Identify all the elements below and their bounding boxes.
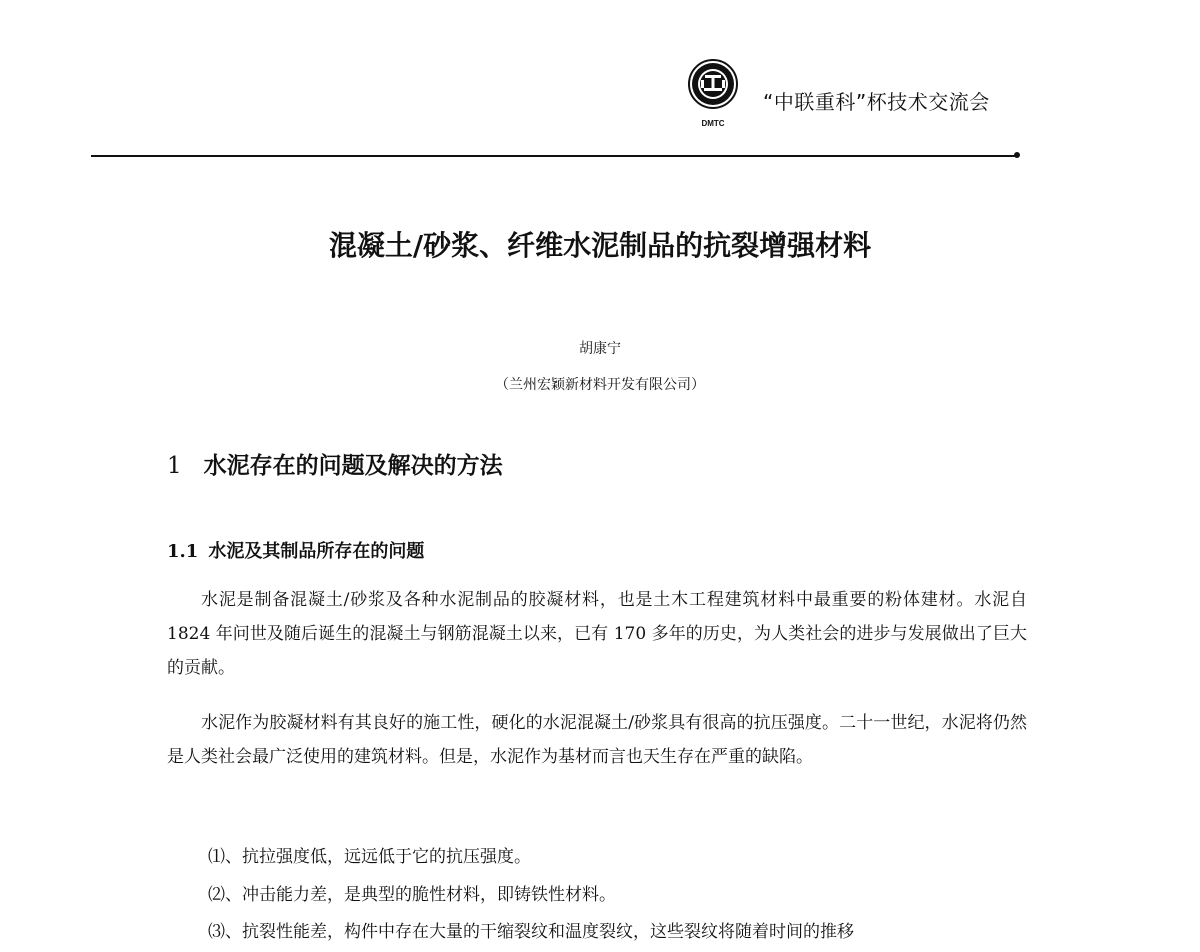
body-paragraph-1 — [167, 583, 1027, 685]
header-divider-end-dot — [1014, 152, 1020, 158]
header-divider — [91, 155, 1019, 157]
body-paragraph-2 — [167, 706, 1027, 774]
author-affiliation: （兰州宏颖新材料开发有限公司） — [495, 377, 705, 393]
logo-caption: DMTC — [701, 119, 725, 128]
section-title: 水泥存在的问题及解决的方法 — [203, 453, 503, 479]
dmtc-logo — [684, 58, 742, 130]
author-name: 胡康宁 — [579, 341, 621, 357]
paper-title: 混凝土/砂浆、纤维水泥制品的抗裂增强材料 — [328, 229, 872, 262]
list-item-2: ⑵、冲击能力差，是典型的脆性材料，即铸铁性材料。 — [208, 885, 616, 905]
conference-title: “中联重科”杯技术交流会 — [763, 90, 990, 114]
subsection-title: 水泥及其制品所存在的问题 — [208, 541, 425, 562]
subsection-heading — [167, 537, 424, 563]
section-heading — [167, 447, 503, 480]
section-number: 1 — [167, 453, 182, 479]
paragraph-text: 水泥是制备混凝土/砂浆及各种水泥制品的胶凝材料，也是土木工程建筑材料中最重要的粉体建材。水泥自 1824 年问世及随后诞生的混凝土与钢筋混凝土以来，已有 170 多年的历史，为人类社会的进步与发展做出了巨大的贡献。 — [167, 590, 1027, 678]
list-item-3: ⑶、抗裂性能差，构件中存在大量的干缩裂纹和温度裂纹，这些裂纹将随着时间的推移 — [208, 922, 854, 942]
paragraph-text: 水泥作为胶凝材料有其良好的施工性，硬化的水泥混凝土/砂浆具有很高的抗压强度。二十一世纪，水泥将仍然是人类社会最广泛使用的建筑材料。但是，水泥作为基材而言也天生存在严重的缺陷。 — [167, 713, 1027, 767]
subsection-number: 1.1 — [167, 541, 199, 562]
list-item-1: ⑴、抗拉强度低，远远低于它的抗压强度。 — [208, 847, 531, 867]
